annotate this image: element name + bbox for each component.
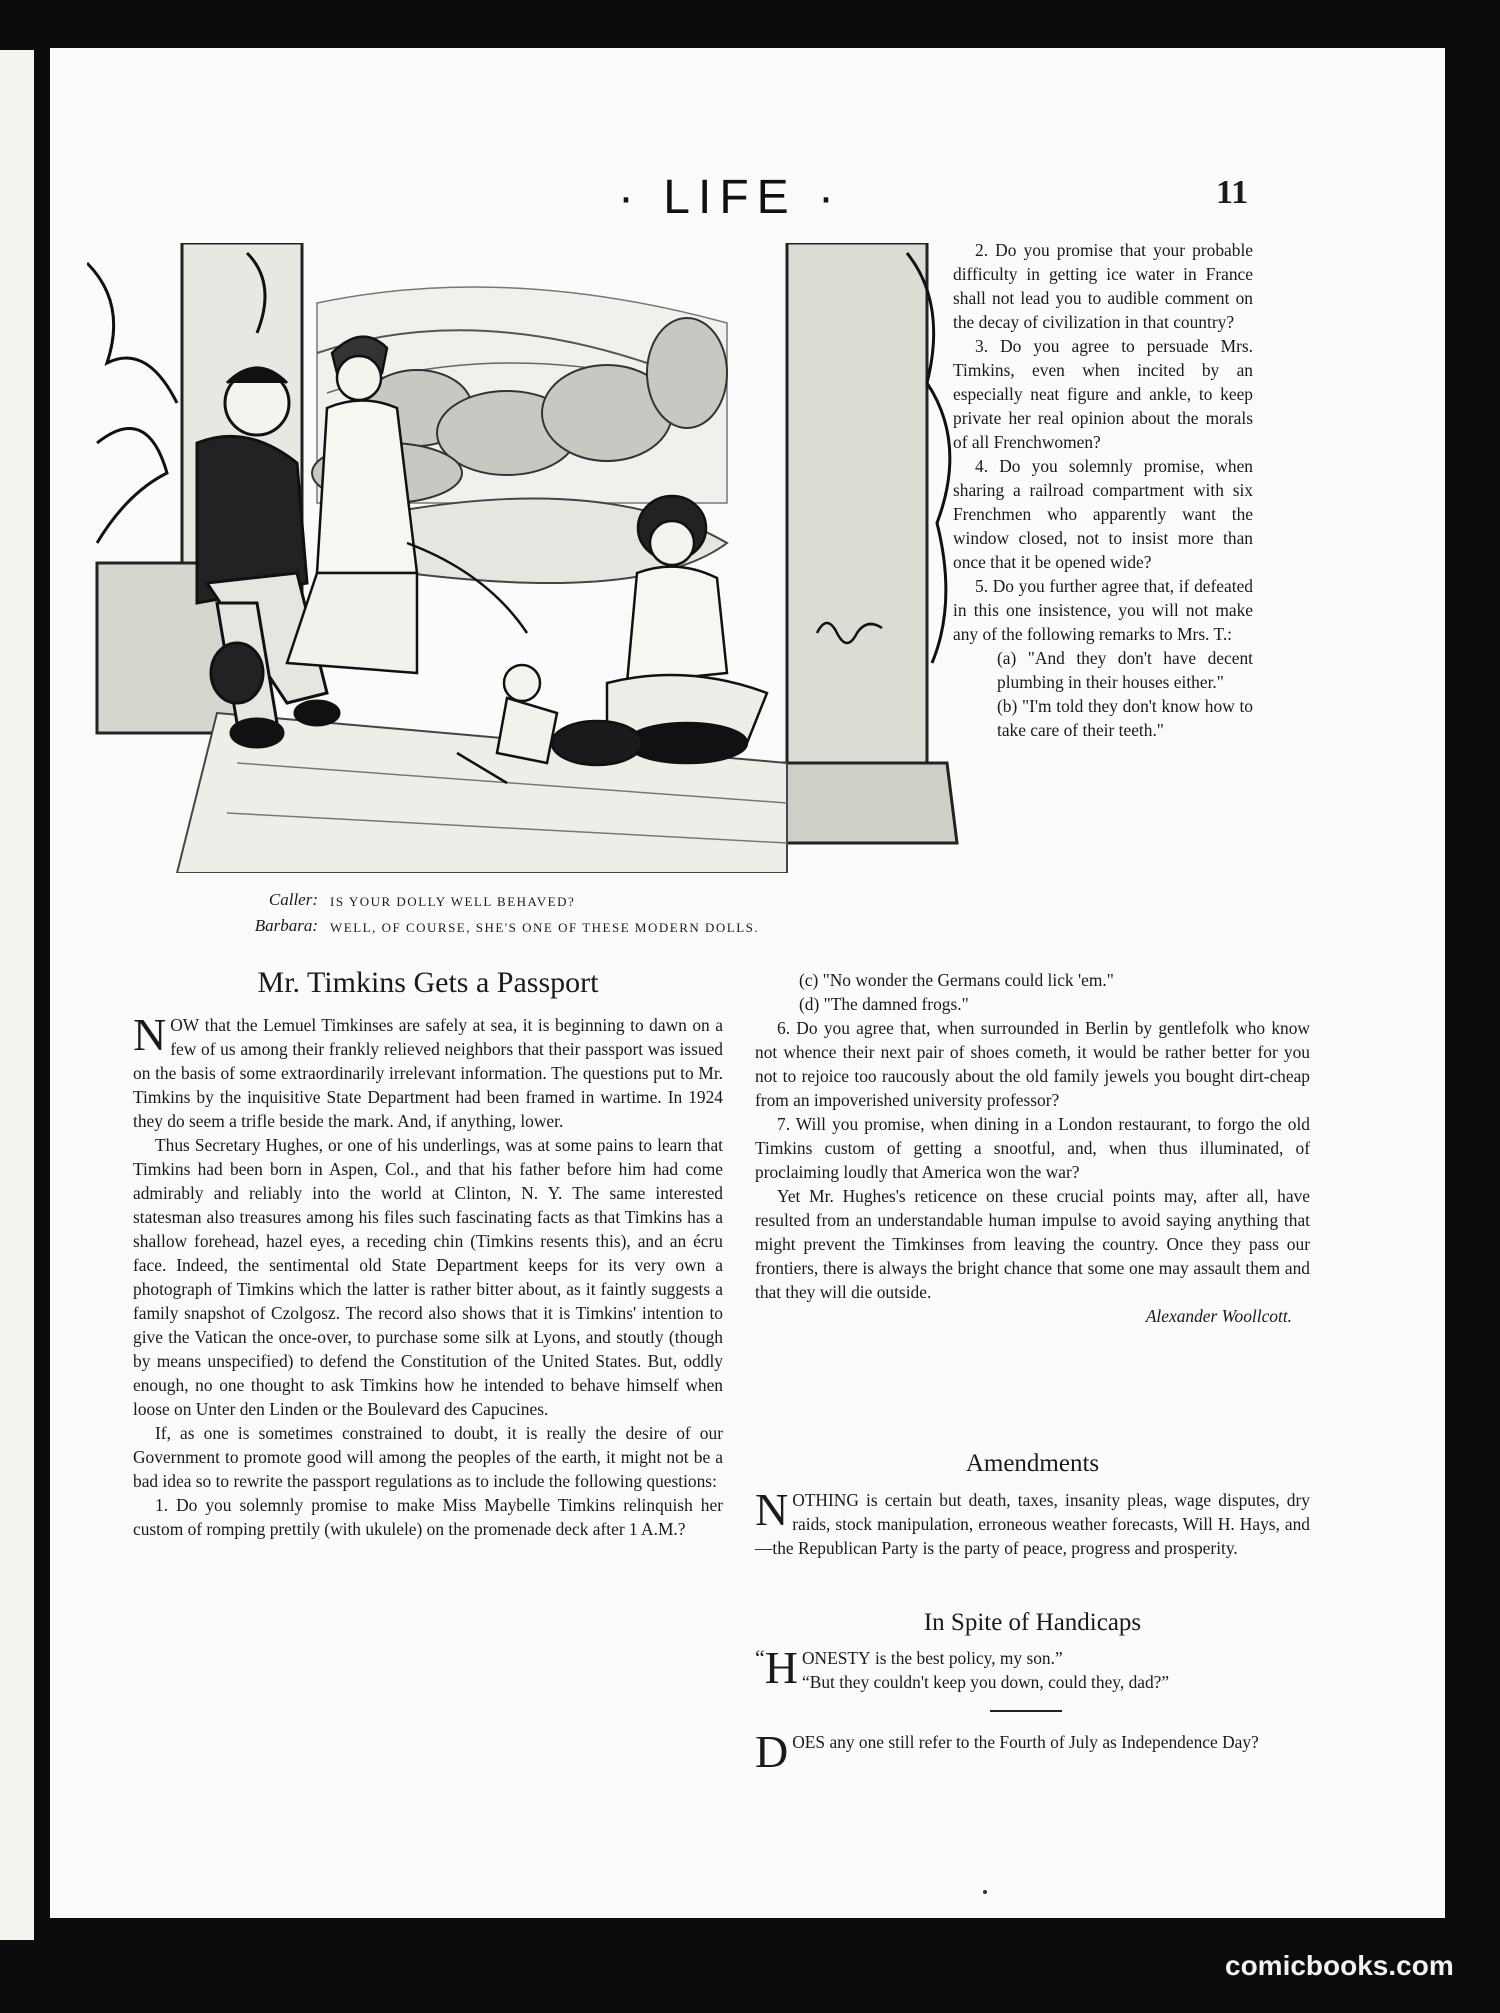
article-left-column (133, 1009, 723, 1541)
facing-page-edge (0, 50, 34, 1940)
paragraph-text: is certain but death, taxes, insanity pleas, wage disputes, dry raids, stock manipulation, erroneous weather forecasts, Will H. Hays, and—the Republican Party is the party of peace, progress and prosperity. (755, 1490, 1310, 1558)
question-item: 4. Do you solemnly promise, when sharing a railroad compartment with six Frenchmen who apparently want the window closed, not to insist more than once that it be opened wide? (953, 456, 1253, 572)
drop-cap: H (764, 1642, 798, 1693)
caption-line (200, 914, 900, 940)
caption-speaker: Barbara: (254, 916, 318, 935)
remark-item: (d) "The damned frogs." (799, 994, 969, 1014)
remark-item: (a) "And they don't have decent plumbing in their houses either." (997, 648, 1253, 692)
article-paragraph: Thus Secretary Hughes, or one of his underlings, was at some pains to learn that Timkins had been born in Aspen, Col., and that his father before him had come admirably and reliably into the world at Clinton, N. Y. The same interested statesman also treasures among his files such fascinating facts as that Timkins has a shallow forehead, hazel eyes, a receding chin (Timkins resents this), and an écru face. Indeed, the sentimental old State Department keeps for its very own a photograph of Timkins which the latter is rather bitter about, as it faintly suggests a family snapshot of Czolgosz. The record also shows that it is Timkins' intention to give the Vatican the once-over, to purchase some silk at Lyons, and stoutly (though by means unspecified) to defend the Constitution of the United States. But, oddly enough, no one thought to ask Timkins how he intended to behave himself when loose on Unter den Linden or the Boulevard des Capucines. (133, 1135, 723, 1419)
article-title: Mr. Timkins Gets a Passport (257, 966, 599, 999)
paragraph-text: that the Lemuel Timkinses are safely at sea, it is beginning to dawn on a few of us among their frankly relieved neighbors that their passport was issued on the basis of some extraordinarily irrelevant information. The questions put to Mr. Timkins by the inquisitive State Department had been framed in wartime. In 1924 they do seem a trifle beside the mark. And, if anything, lower. (133, 1015, 723, 1131)
lead-words: OTHING (792, 1490, 859, 1510)
section-divider (990, 1710, 1062, 1712)
drop-cap: N (755, 1484, 789, 1535)
question-item: 6. Do you agree that, when surrounded in Berlin by gentlefolk who know not whence their next pair of shoes cometh, it would be rather better for you not to rejoice too raucously about the old family jewels you bought dirt-cheap from an impoverished university professor? (755, 1018, 1310, 1110)
article-paragraph: Yet Mr. Hughes's reticence on these crucial points may, after all, have resulted from an understandable human impulse to avoid saying anything that might prevent the Timkinses from leaving the country. Once they pass our frontiers, there is always the bright chance that some one may assault them and that they will die outside. (755, 1186, 1310, 1302)
article-paragraph (133, 1009, 723, 1133)
lead-words: ONESTY (802, 1648, 871, 1668)
handicaps-line (755, 1642, 1310, 1694)
paragraph-text: any one still refer to the Fourth of July as Independence Day? (825, 1732, 1259, 1752)
page-header (50, 170, 1445, 240)
remark-item: (c) "No wonder the Germans could lick 'em." (799, 970, 1114, 990)
amendments-paragraph (755, 1484, 1310, 1560)
page-speck (983, 1890, 987, 1894)
article-paragraph: If, as one is sometimes constrained to doubt, it is really the desire of our Government to promote good will among the peoples of the earth, it might not be a bad idea so to rewrite the passport regulations as to include the following questions: (133, 1423, 723, 1491)
lead-words: OW (170, 1015, 200, 1035)
author-signature: Alexander Woollcott. (1145, 1306, 1292, 1326)
caption-text: WELL, OF COURSE, SHE'S ONE OF THESE MODERN DOLLS. (330, 920, 760, 935)
cartoon-caption (200, 888, 900, 940)
amendments-title: Amendments (965, 1450, 1100, 1477)
handicaps-text (755, 1642, 1310, 1694)
question-item: 1. Do you solemnly promise to make Miss Maybelle Timkins relinquish her custom of romping prettily (with ukulele) on the promenade deck after 1 A.M.? (133, 1495, 723, 1539)
drop-cap: N (133, 1009, 167, 1060)
line-text: is the best policy, my son.” (870, 1648, 1063, 1668)
fourth-paragraph (755, 1726, 1310, 1777)
fourth-of-july-text (755, 1726, 1310, 1777)
site-watermark: comicbooks.com (1225, 1950, 1454, 1981)
article-right-column-upper (953, 238, 1253, 742)
caption-line (200, 888, 900, 914)
caption-speaker: Caller: (268, 890, 318, 909)
question-item: 3. Do you agree to persuade Mrs. Timkins, even when incited by an especially neat figure and ankle, to keep private her real opinion about the morals of all Frenchwomen? (953, 336, 1253, 452)
page-number: 11 (1216, 174, 1249, 211)
handicaps-title: In Spite of Handicaps (923, 1609, 1142, 1636)
question-item: 2. Do you promise that your probable difficulty in getting ice water in France shall not lead you to audible comment on the decay of civilization in that country? (953, 240, 1253, 332)
amendments-text (755, 1484, 1310, 1560)
magazine-page (50, 48, 1445, 1918)
cartoon-illustration (87, 243, 963, 873)
lead-words: OES (792, 1732, 826, 1752)
question-item: 5. Do you further agree that, if defeated in this one insistence, you will not make any of the following remarks to Mrs. T.: (953, 576, 1253, 644)
caption-text: IS YOUR DOLLY WELL BEHAVED? (330, 894, 576, 909)
line-text: “But they couldn't keep you down, could they, dad?” (802, 1672, 1170, 1692)
masthead-title: · LIFE · (617, 171, 842, 224)
article-right-column-lower (755, 968, 1310, 1328)
drop-cap: D (755, 1726, 789, 1777)
remark-item: (b) "I'm told they don't know how to take care of their teeth." (997, 696, 1253, 740)
question-item: 7. Will you promise, when dining in a London restaurant, to forgo the old Timkins custom of getting a snootful, and, when thus illuminated, of proclaiming loudly that America won the war? (755, 1114, 1310, 1182)
open-quote: “ (755, 1645, 765, 1670)
